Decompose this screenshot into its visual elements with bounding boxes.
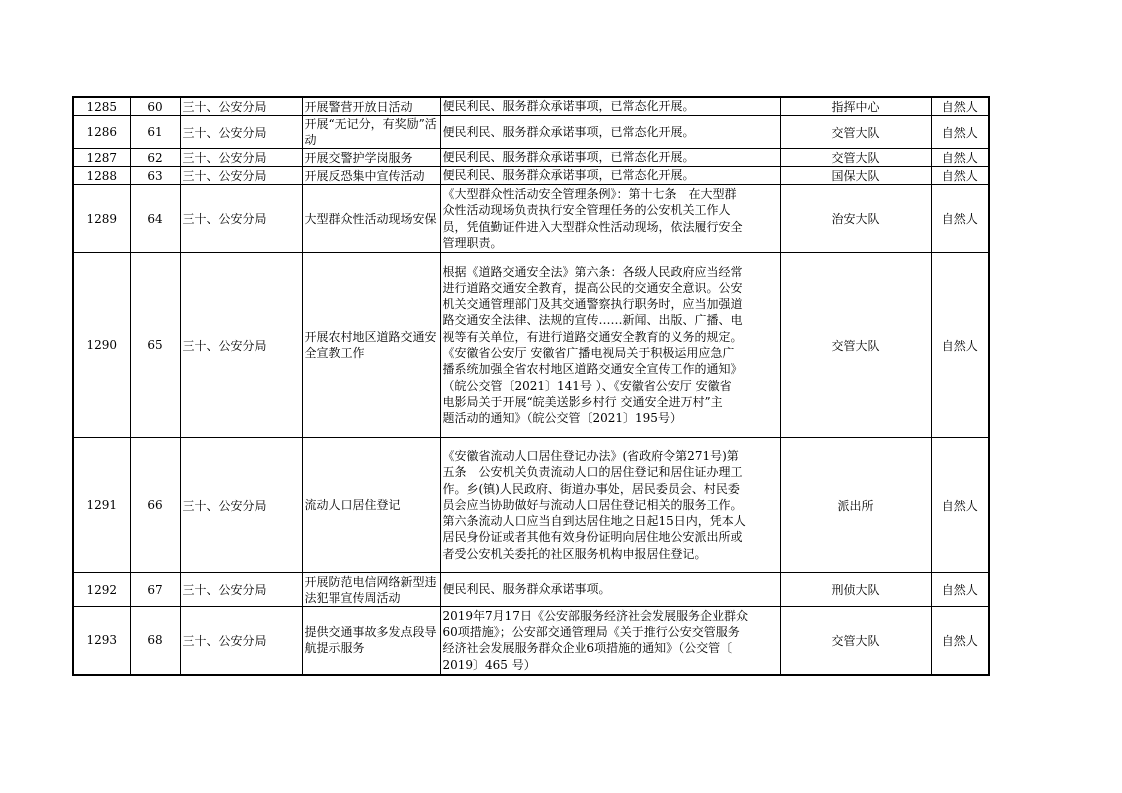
serial-number-cell: 1290: [73, 253, 130, 438]
legal-basis-cell: [440, 185, 780, 253]
serial-number-cell: 1289: [73, 185, 130, 253]
legal-basis-line: 60项措施》；公安部交通管理局《关于推行公安交管服务: [442, 624, 740, 639]
legal-basis-line: 经济社会发展服务群众企业6项措施的通知》（公交管〔: [442, 641, 733, 656]
sub-number-cell: 68: [130, 607, 180, 675]
serial-number-cell: 1292: [73, 573, 130, 607]
legal-basis-line: 员，凭值勤证件进入大型群众性活动现场，依法履行安全: [442, 219, 743, 234]
item-name-cell: 提供交通事故多发点段导航提示服务: [302, 607, 440, 675]
legal-basis-line: 播系统加强全省农村地区道路交通安全宣传工作的通知》: [442, 362, 743, 377]
table-row: [73, 438, 989, 573]
legal-basis-line: 视等有关单位，有进行道路交通安全教育的义务的规定。: [442, 329, 743, 344]
table-row: [73, 97, 989, 116]
sub-number-cell: 63: [130, 167, 180, 185]
table-row: [73, 607, 989, 675]
target-type-cell: 自然人: [931, 438, 989, 573]
responsible-unit-cell: 交管大队: [780, 149, 931, 167]
sub-number-cell: 65: [130, 253, 180, 438]
target-type-cell: 自然人: [931, 607, 989, 675]
legal-basis-line: 者受公安机关委托的社区服务机构申报居住登记。: [442, 546, 707, 561]
legal-basis-line: 进行道路交通安全教育，提高公民的交通安全意识。公安: [442, 280, 743, 295]
target-type-cell: 自然人: [931, 573, 989, 607]
legal-basis-line: 便民利民、服务群众承诺事项，已常态化开展。: [442, 150, 695, 165]
responsible-unit-cell: 派出所: [780, 438, 931, 573]
legal-basis-line: 《安徽省流动人口居住登记办法》(省政府令第271号)第: [442, 448, 739, 463]
legal-basis-line: 题活动的通知》（皖公交管〔2021〕195号）: [442, 411, 682, 426]
responsible-unit-cell: 国保大队: [780, 167, 931, 185]
legal-basis-line: 众性活动现场负责执行安全管理任务的公安机关工作人: [442, 203, 731, 218]
legal-basis-line: 机关交通管理部门及其交通警察执行职务时，应当加强道: [442, 297, 743, 312]
serial-number-cell: 1288: [73, 167, 130, 185]
department-cell: 三十、公安分局: [180, 607, 302, 675]
legal-basis-line: 《大型群众性活动安全管理条例》：第十七条 在大型群: [442, 186, 737, 201]
item-name-cell: 开展交警护学岗服务: [302, 149, 440, 167]
responsible-unit-cell: 指挥中心: [780, 97, 931, 116]
legal-basis-line: 2019年7月17日《公安部服务经济社会发展服务企业群众: [442, 608, 748, 623]
department-cell: 三十、公安分局: [180, 253, 302, 438]
target-type-cell: 自然人: [931, 116, 989, 149]
legal-basis-cell: [440, 116, 780, 149]
legal-basis-line: （皖公交管〔2021〕141号 ）、《安徽省公安厅 安徽省: [442, 378, 732, 393]
legal-basis-line: 电影局关于开展“皖美送影乡村行 交通安全进万村”主: [442, 394, 723, 409]
table-row: [73, 116, 989, 149]
department-cell: 三十、公安分局: [180, 116, 302, 149]
legal-basis-line: 便民利民、服务群众承诺事项，已常态化开展。: [442, 124, 695, 139]
responsible-unit-cell: 刑侦大队: [780, 573, 931, 607]
serial-number-cell: 1287: [73, 149, 130, 167]
serial-number-cell: 1286: [73, 116, 130, 149]
service-items-table: [72, 96, 990, 676]
responsible-unit-cell: 交管大队: [780, 607, 931, 675]
department-cell: 三十、公安分局: [180, 438, 302, 573]
legal-basis-line: 第六条流动人口应当自到达居住地之日起15日内，凭本人: [442, 514, 746, 529]
target-type-cell: 自然人: [931, 97, 989, 116]
responsible-unit-cell: 交管大队: [780, 116, 931, 149]
legal-basis-line: 管理职责。: [442, 235, 503, 250]
serial-number-cell: 1293: [73, 607, 130, 675]
item-name-cell: 开展反恐集中宣传活动: [302, 167, 440, 185]
item-name-cell: 大型群众性活动现场安保: [302, 185, 440, 253]
legal-basis-cell: [440, 149, 780, 167]
serial-number-cell: 1291: [73, 438, 130, 573]
responsible-unit-cell: 治安大队: [780, 185, 931, 253]
legal-basis-line: 《安徽省公安厅 安徽省广播电视局关于积极运用应急广: [442, 346, 735, 360]
serial-number-cell: 1285: [73, 97, 130, 116]
target-type-cell: 自然人: [931, 185, 989, 253]
table-row: [73, 167, 989, 185]
table-row: [73, 185, 989, 253]
sub-number-cell: 67: [130, 573, 180, 607]
legal-basis-line: 作。乡(镇)人民政府、街道办事处，居民委员会、村民委: [442, 481, 740, 496]
legal-basis-cell: [440, 607, 780, 675]
item-name-cell: 开展农村地区道路交通安全宣教工作: [302, 253, 440, 438]
legal-basis-cell: [440, 253, 780, 438]
legal-basis-cell: [440, 97, 780, 116]
sub-number-cell: 66: [130, 438, 180, 573]
target-type-cell: 自然人: [931, 167, 989, 185]
legal-basis-cell: [440, 438, 780, 573]
target-type-cell: 自然人: [931, 253, 989, 438]
item-name-cell: 开展“无记分，有奖励”活动: [302, 116, 440, 149]
legal-basis-line: 便民利民、服务群众承诺事项，已常态化开展。: [442, 168, 695, 183]
responsible-unit-cell: 交管大队: [780, 253, 931, 438]
table-row: [73, 253, 989, 438]
legal-basis-line: 居民身份证或者其他有效身份证明向居住地公安派出所或: [442, 530, 743, 545]
legal-basis-line: 根据《道路交通安全法》第六条：各级人民政府应当经常: [442, 264, 743, 279]
department-cell: 三十、公安分局: [180, 573, 302, 607]
item-name-cell: 流动人口居住登记: [302, 438, 440, 573]
table-row: [73, 573, 989, 607]
legal-basis-line: 五条 公安机关负责流动人口的居住登记和居住证办理工: [442, 465, 743, 480]
sub-number-cell: 60: [130, 97, 180, 116]
sub-number-cell: 61: [130, 116, 180, 149]
department-cell: 三十、公安分局: [180, 185, 302, 253]
sub-number-cell: 62: [130, 149, 180, 167]
legal-basis-line: 员会应当协助做好与流动人口居住登记相关的服务工作。: [442, 497, 743, 512]
item-name-cell: 开展警营开放日活动: [302, 97, 440, 116]
legal-basis-cell: [440, 573, 780, 607]
target-type-cell: 自然人: [931, 149, 989, 167]
legal-basis-line: 2019〕465 号）: [442, 657, 536, 672]
table-row: [73, 149, 989, 167]
department-cell: 三十、公安分局: [180, 97, 302, 116]
legal-basis-line: 路交通安全法律、法规的宣传……新闻、出版、广播、电: [442, 313, 743, 328]
legal-basis-cell: [440, 167, 780, 185]
item-name-cell: 开展防范电信网络新型违法犯罪宣传周活动: [302, 573, 440, 607]
table-body: [73, 97, 989, 675]
sub-number-cell: 64: [130, 185, 180, 253]
legal-basis-line: 便民利民、服务群众承诺事项。: [442, 582, 611, 597]
legal-basis-line: 便民利民、服务群众承诺事项，已常态化开展。: [442, 99, 695, 114]
department-cell: 三十、公安分局: [180, 167, 302, 185]
department-cell: 三十、公安分局: [180, 149, 302, 167]
